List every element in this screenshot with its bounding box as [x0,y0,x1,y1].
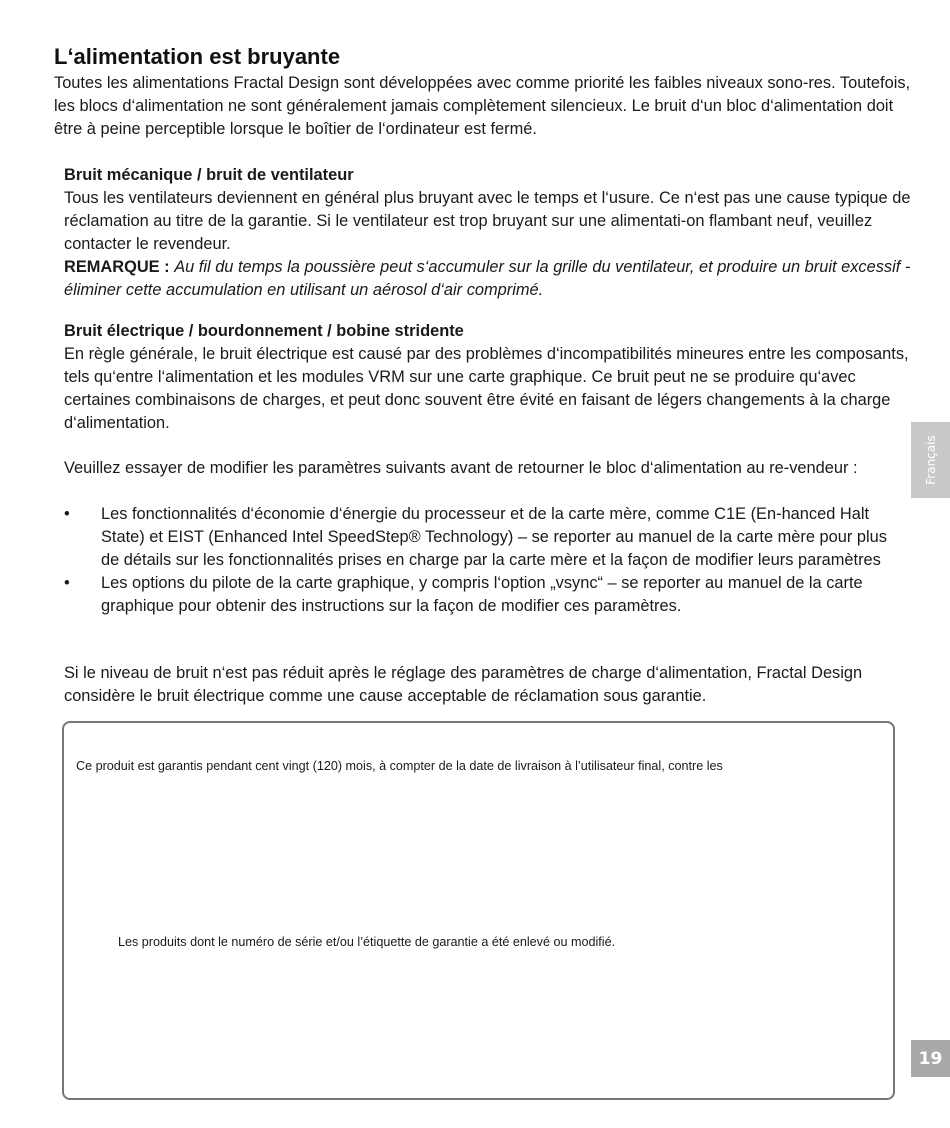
conclusion-paragraph: Si le niveau de bruit n‘est pas réduit après le réglage des paramètres de charge d‘alimentation, Fractal Design considère le bruit électrique comme une cause acceptable de réclamation sous garantie. [64,664,863,705]
electrical-noise-body: En règle générale, le bruit électrique est causé par des problèmes d‘incompatibilités mineures entre les composants, tels qu‘entre l‘alimentation et les modules VRM sur une carte graphique. Ce bruit peut ne se produire qu‘avec certaines combinaisons de charges, et peut donc souvent être évité en faisant de légers changements à la charge d‘alimentation. [64,345,909,432]
language-tab [911,422,950,498]
warranty-text-line: Ce produit est garantis pendant cent vingt (120) mois, à compter de la date de livraison à l’utilisateur final, contre les [76,759,723,773]
language-tab-label: Français [923,435,938,485]
note-text: Au fil du temps la poussière peut s‘accumuler sur la grille du ventilateur, et produire un bruit excessif - éliminer cette accumulation en utilisant un aérosol d‘air comprimé. [64,258,911,299]
intro-paragraph: Toutes les alimentations Fractal Design sont développées avec comme priorité les faibles niveaux sono-res. Toutefois, les blocs d‘alimentation ne sont généralement jamais complètement silencieux. Le bruit d‘un bloc d‘alimentation doit être à peine perceptible lorsque le boîtier de l‘ordinateur est fermé. [54,74,911,138]
electrical-noise-title: Bruit électrique / bourdonnement / bobine stridente [64,322,464,340]
settings-list [64,503,906,618]
list-item [64,503,906,572]
list-item-text: Les fonctionnalités d‘économie d‘énergie du processeur et de la carte mère, comme C1E (En-hanced Halt State) et EIST (Enhanced Intel SpeedStep® Technology) – se reporter au manuel de la carte mère pour plus de détails sur les fonctionnalités prises en charge par la carte mère et la façon de modifier leurs paramètres [101,505,887,569]
settings-intro: Veuillez essayer de modifier les paramètres suivants avant de retourner le bloc d‘alimentation au re-vendeur : [64,459,858,477]
warranty-box [62,721,895,1100]
mechanical-noise-body: Tous les ventilateurs deviennent en général plus bruyant avec le temps et l‘usure. Ce n‘est pas une cause typique de réclamation au titre de la garantie. Si le ventilateur est trop bruyant sur une alimentati-on flambant neuf, veuillez contacter le revendeur. [64,189,911,253]
mechanical-noise-title: Bruit mécanique / bruit de ventilateur [64,166,354,184]
mechanical-noise-section [64,164,914,302]
bullet-icon: • [64,574,70,592]
mechanical-noise-note [64,258,910,299]
page-number: 19 [911,1040,950,1077]
note-label: REMARQUE : [64,258,170,276]
bullet-icon: • [64,505,70,523]
section-heading: L‘alimentation est bruyante [54,44,341,69]
list-item [64,572,906,618]
list-item-text: Les options du pilote de la carte graphique, y compris l‘option „vsync“ – se reporter au manuel de la carte graphique pour obtenir des instructions sur la façon de modifier ces paramètres. [101,574,863,615]
warranty-exclusion-line: Les produits dont le numéro de série et/ou l’étiquette de garantie a été enlevé ou modifié. [118,935,616,949]
electrical-noise-section [64,320,914,435]
